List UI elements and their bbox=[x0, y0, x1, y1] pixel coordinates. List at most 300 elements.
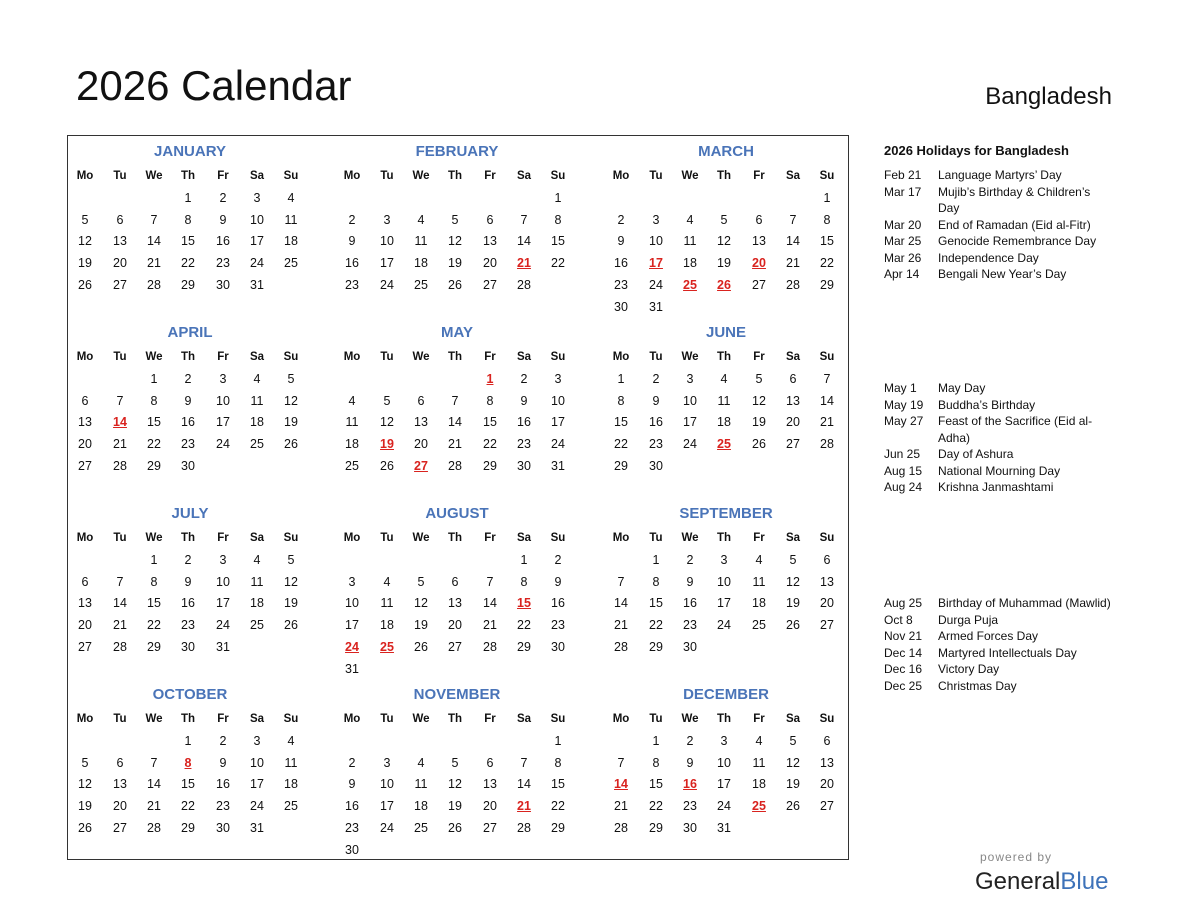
calendar-day: 11 bbox=[250, 393, 264, 408]
calendar-day: 13 bbox=[820, 755, 834, 770]
calendar-day: 19 bbox=[786, 777, 800, 792]
calendar-day: 3 bbox=[720, 734, 728, 748]
calendar-day: 7 bbox=[150, 755, 158, 770]
calendar-day: 5 bbox=[287, 372, 295, 386]
calendar-day: 31 bbox=[717, 820, 731, 835]
calendar-day: 5 bbox=[451, 755, 459, 770]
holiday-date-label: Mar 17 bbox=[884, 184, 922, 199]
calendar-day: 30 bbox=[683, 820, 697, 835]
month-name: DECEMBER bbox=[683, 686, 769, 703]
weekday-header: Th bbox=[447, 170, 463, 182]
calendar-day: 5 bbox=[383, 393, 391, 408]
calendar-day: 22 bbox=[517, 618, 531, 633]
calendar-day: 26 bbox=[284, 437, 298, 452]
calendar-day: 29 bbox=[147, 639, 161, 654]
calendar-day: 21 bbox=[786, 256, 800, 271]
calendar-day: 31 bbox=[551, 458, 565, 473]
weekday-header: Fr bbox=[484, 713, 496, 725]
calendar-day: 23 bbox=[683, 799, 697, 814]
calendar-day: 4 bbox=[383, 574, 391, 589]
calendar-day: 4 bbox=[755, 734, 763, 748]
calendar-day: 16 bbox=[683, 596, 697, 611]
holiday-name: End of Ramadan (Eid al-Fitr) bbox=[938, 217, 1091, 232]
weekday-header: Tu bbox=[649, 170, 663, 182]
holiday-date-label: Mar 25 bbox=[884, 234, 922, 248]
calendar-day: 4 bbox=[755, 553, 763, 567]
holiday-date-label: Aug 24 bbox=[884, 480, 923, 494]
weekday-header: Tu bbox=[113, 170, 127, 182]
calendar-day: 7 bbox=[150, 212, 158, 227]
holiday-date: 16 bbox=[683, 777, 697, 792]
weekday-header: Sa bbox=[249, 170, 265, 182]
calendar-day: 2 bbox=[617, 212, 625, 227]
calendar-day: 10 bbox=[216, 574, 230, 589]
calendar-day: 9 bbox=[686, 755, 694, 770]
weekday-header: Th bbox=[447, 532, 463, 544]
holiday-date: 25 bbox=[683, 277, 697, 292]
month-name: NOVEMBER bbox=[413, 686, 501, 703]
calendar-day: 15 bbox=[147, 415, 161, 430]
calendar-day: 26 bbox=[78, 277, 92, 292]
weekday-header: Sa bbox=[785, 532, 801, 544]
calendar-day: 4 bbox=[348, 393, 356, 408]
calendar-day: 14 bbox=[614, 596, 628, 611]
weekday-header: Tu bbox=[649, 713, 663, 725]
calendar-day: 19 bbox=[78, 256, 92, 271]
calendar-day: 17 bbox=[345, 618, 359, 633]
weekday-header: Th bbox=[180, 351, 196, 363]
calendar-day: 10 bbox=[250, 212, 264, 227]
calendar-day: 14 bbox=[483, 596, 497, 611]
calendar-day: 5 bbox=[451, 212, 459, 227]
calendar-day: 19 bbox=[786, 596, 800, 611]
calendar-day: 30 bbox=[551, 639, 565, 654]
calendar-day: 19 bbox=[448, 799, 462, 814]
calendar-day: 25 bbox=[284, 799, 298, 814]
calendar-day: 30 bbox=[683, 639, 697, 654]
holiday-name: Martyred Intellectuals Day bbox=[938, 645, 1077, 660]
weekday-header: Th bbox=[180, 532, 196, 544]
holiday-item bbox=[884, 463, 1114, 480]
brand-part-general: General bbox=[975, 868, 1061, 895]
holiday-date: 21 bbox=[517, 799, 531, 814]
calendar-day: 10 bbox=[345, 596, 359, 611]
page-title: 2026 Calendar bbox=[76, 62, 352, 109]
calendar-day: 23 bbox=[345, 820, 359, 835]
weekday-header: Th bbox=[447, 351, 463, 363]
calendar-day: 1 bbox=[520, 553, 528, 567]
calendar-day: 1 bbox=[184, 734, 192, 748]
calendar-day: 14 bbox=[517, 777, 531, 792]
holiday-date: 14 bbox=[113, 415, 127, 430]
calendar-day: 9 bbox=[520, 393, 528, 408]
calendar-day: 12 bbox=[448, 777, 462, 792]
calendar-day: 18 bbox=[250, 596, 264, 611]
calendar-day: 4 bbox=[253, 553, 261, 567]
calendar-day: 24 bbox=[380, 277, 394, 292]
calendar-day: 25 bbox=[414, 277, 428, 292]
weekday-header: Sa bbox=[516, 170, 532, 182]
calendar-day: 20 bbox=[78, 437, 92, 452]
weekday-header: We bbox=[412, 713, 430, 725]
calendar-day: 29 bbox=[820, 277, 834, 292]
calendar-day: 23 bbox=[649, 437, 663, 452]
calendar-day: 1 bbox=[617, 372, 625, 386]
calendar-day: 16 bbox=[517, 415, 531, 430]
calendar-day: 11 bbox=[414, 777, 428, 792]
calendar-day: 3 bbox=[383, 755, 391, 770]
calendar-day: 1 bbox=[150, 372, 158, 386]
month-4 bbox=[68, 323, 312, 503]
holiday-name: Language Martyrs’ Day bbox=[938, 168, 1062, 182]
calendar-day: 18 bbox=[284, 777, 298, 792]
calendar-day: 6 bbox=[789, 372, 797, 386]
weekday-header: We bbox=[145, 351, 163, 363]
calendar-day: 7 bbox=[520, 212, 528, 227]
calendar-day: 23 bbox=[551, 618, 565, 633]
calendar-day: 24 bbox=[551, 437, 565, 452]
holiday-name: National Mourning Day bbox=[938, 463, 1061, 478]
calendar-day: 26 bbox=[78, 820, 92, 835]
holiday-date: 14 bbox=[614, 777, 628, 792]
calendar-day: 29 bbox=[649, 639, 663, 654]
weekday-header: Mo bbox=[612, 351, 630, 363]
calendar-day: 17 bbox=[250, 777, 264, 792]
calendar-day: 12 bbox=[786, 574, 800, 589]
calendar-day: 13 bbox=[448, 596, 462, 611]
calendar-day: 27 bbox=[113, 820, 127, 835]
calendar-day: 3 bbox=[253, 734, 261, 748]
calendar-day: 4 bbox=[287, 191, 295, 205]
calendar-day: 18 bbox=[414, 799, 428, 814]
calendar-day: 22 bbox=[649, 799, 663, 814]
calendar-day: 16 bbox=[649, 415, 663, 430]
calendar-day: 17 bbox=[380, 799, 394, 814]
calendar-day: 12 bbox=[78, 234, 92, 249]
calendar-day: 15 bbox=[649, 777, 663, 792]
holiday-name: Durga Puja bbox=[938, 612, 999, 627]
calendar-day: 27 bbox=[820, 618, 834, 633]
calendar-day: 5 bbox=[417, 574, 425, 589]
month-name: FEBRUARY bbox=[415, 143, 499, 160]
calendar-day: 28 bbox=[614, 639, 628, 654]
calendar-day: 9 bbox=[184, 393, 192, 408]
calendar-day: 6 bbox=[417, 393, 425, 408]
calendar-day: 28 bbox=[820, 437, 834, 452]
holiday-item bbox=[884, 446, 1114, 463]
calendar-day: 28 bbox=[614, 820, 628, 835]
weekday-header: Su bbox=[283, 713, 299, 725]
calendar-day: 7 bbox=[451, 393, 459, 408]
calendar-day: 10 bbox=[649, 234, 663, 249]
holiday-name: Genocide Remembrance Day bbox=[938, 234, 1097, 248]
calendar-day: 1 bbox=[823, 191, 831, 205]
calendar-day: 20 bbox=[820, 596, 834, 611]
holiday-name: Birthday of Muhammad (Mawlid) bbox=[938, 596, 1111, 610]
calendar-day: 22 bbox=[614, 437, 628, 452]
calendar-day: 7 bbox=[617, 755, 625, 770]
calendar-day: 18 bbox=[380, 618, 394, 633]
calendar-day: 29 bbox=[147, 458, 161, 473]
calendar-day: 3 bbox=[253, 191, 261, 205]
holiday-item bbox=[884, 397, 1114, 414]
calendar-day: 2 bbox=[520, 372, 528, 386]
calendar-day: 20 bbox=[113, 256, 127, 271]
calendar-day: 4 bbox=[417, 212, 425, 227]
calendar-day: 28 bbox=[517, 820, 531, 835]
calendar-day: 24 bbox=[250, 799, 264, 814]
weekday-header: Fr bbox=[753, 170, 765, 182]
calendar-day: 13 bbox=[113, 777, 127, 792]
calendar-day: 21 bbox=[448, 437, 462, 452]
powered-by-label: powered by bbox=[980, 850, 1053, 864]
calendar-day: 18 bbox=[345, 437, 359, 452]
calendar-day: 6 bbox=[486, 755, 494, 770]
holiday-name: Feast of the Sacrifice (Eid al-Adha) bbox=[938, 414, 1093, 445]
calendar-day: 18 bbox=[752, 777, 766, 792]
calendar-day: 8 bbox=[554, 755, 562, 770]
weekday-header: We bbox=[145, 713, 163, 725]
calendar-day: 24 bbox=[250, 256, 264, 271]
calendar-day: 12 bbox=[380, 415, 394, 430]
weekday-header: Mo bbox=[76, 170, 94, 182]
calendar-day: 22 bbox=[551, 256, 565, 271]
calendar-day: 12 bbox=[786, 755, 800, 770]
calendar-day: 19 bbox=[448, 256, 462, 271]
holiday-date: 27 bbox=[414, 458, 428, 473]
calendar-day: 22 bbox=[820, 256, 834, 271]
calendar-day: 8 bbox=[150, 574, 158, 589]
calendar-day: 31 bbox=[649, 299, 663, 314]
weekday-header: Th bbox=[180, 713, 196, 725]
calendar-day: 29 bbox=[649, 820, 663, 835]
calendar-day: 23 bbox=[181, 618, 195, 633]
holiday-item bbox=[884, 413, 1114, 446]
calendar-day: 8 bbox=[184, 212, 192, 227]
holiday-item bbox=[884, 479, 1114, 496]
calendar-day: 3 bbox=[720, 553, 728, 567]
calendar-day: 21 bbox=[820, 415, 834, 430]
calendar-day: 28 bbox=[786, 277, 800, 292]
calendar-day: 15 bbox=[147, 596, 161, 611]
calendar-day: 22 bbox=[147, 437, 161, 452]
holiday-date: 8 bbox=[184, 755, 192, 770]
calendar-day: 14 bbox=[517, 234, 531, 249]
calendar-day: 12 bbox=[284, 574, 298, 589]
holiday-name: Independence Day bbox=[938, 250, 1039, 265]
calendar-day: 25 bbox=[345, 458, 359, 473]
calendar-day: 28 bbox=[147, 820, 161, 835]
calendar-day: 16 bbox=[551, 596, 565, 611]
weekday-header: Su bbox=[550, 532, 566, 544]
calendar-day: 23 bbox=[683, 618, 697, 633]
calendar-day: 6 bbox=[451, 574, 459, 589]
weekday-header: Th bbox=[447, 713, 463, 725]
calendar-day: 16 bbox=[216, 234, 230, 249]
calendar-day: 2 bbox=[652, 372, 660, 386]
month-6 bbox=[604, 323, 848, 503]
calendar-day: 19 bbox=[284, 415, 298, 430]
calendar-day: 20 bbox=[414, 437, 428, 452]
weekday-header: We bbox=[412, 532, 430, 544]
weekday-header: Fr bbox=[217, 351, 229, 363]
calendar-day: 12 bbox=[717, 234, 731, 249]
calendar-day: 10 bbox=[380, 777, 394, 792]
calendar-day: 8 bbox=[617, 393, 625, 408]
holiday-date: 25 bbox=[752, 799, 766, 814]
calendar-grid bbox=[67, 135, 849, 860]
weekday-header: We bbox=[681, 532, 699, 544]
calendar-day: 21 bbox=[147, 256, 161, 271]
calendar-day: 28 bbox=[483, 639, 497, 654]
calendar-day: 18 bbox=[683, 256, 697, 271]
weekday-header: Tu bbox=[649, 532, 663, 544]
calendar-day: 29 bbox=[181, 277, 195, 292]
calendar-day: 29 bbox=[181, 820, 195, 835]
month-7 bbox=[68, 504, 312, 684]
calendar-day: 12 bbox=[78, 777, 92, 792]
calendar-day: 8 bbox=[823, 212, 831, 227]
weekday-header: Su bbox=[283, 170, 299, 182]
weekday-header: We bbox=[412, 351, 430, 363]
calendar-day: 17 bbox=[717, 777, 731, 792]
calendar-day: 23 bbox=[517, 437, 531, 452]
calendar-day: 18 bbox=[250, 415, 264, 430]
weekday-header: Mo bbox=[612, 532, 630, 544]
weekday-header: Th bbox=[180, 170, 196, 182]
brand-logo[interactable] bbox=[975, 866, 1108, 898]
holiday-name: Victory Day bbox=[938, 662, 1000, 676]
calendar-day: 2 bbox=[686, 734, 694, 748]
calendar-day: 11 bbox=[752, 574, 766, 589]
calendar-day: 10 bbox=[717, 574, 731, 589]
calendar-day: 5 bbox=[789, 553, 797, 567]
calendar-day: 9 bbox=[652, 393, 660, 408]
weekday-header: Mo bbox=[343, 170, 361, 182]
calendar-day: 29 bbox=[517, 639, 531, 654]
country-name: Bangladesh bbox=[985, 83, 1112, 110]
calendar-day: 14 bbox=[147, 234, 161, 249]
calendar-day: 29 bbox=[551, 820, 565, 835]
calendar-day: 13 bbox=[78, 596, 92, 611]
calendar-day: 1 bbox=[184, 191, 192, 205]
calendar-day: 17 bbox=[216, 415, 230, 430]
weekday-header: Fr bbox=[217, 170, 229, 182]
weekday-header: We bbox=[412, 170, 430, 182]
weekday-header: Mo bbox=[343, 532, 361, 544]
calendar-day: 15 bbox=[181, 234, 195, 249]
holiday-item bbox=[884, 661, 1114, 678]
calendar-day: 13 bbox=[820, 574, 834, 589]
holiday-item bbox=[884, 645, 1114, 662]
calendar-day: 2 bbox=[348, 755, 356, 770]
calendar-day: 8 bbox=[520, 574, 528, 589]
calendar-day: 17 bbox=[717, 596, 731, 611]
holiday-date-label: Jun 25 bbox=[884, 447, 921, 461]
calendar-day: 8 bbox=[150, 393, 158, 408]
calendar-day: 26 bbox=[786, 799, 800, 814]
holiday-item bbox=[884, 612, 1114, 629]
calendar-day: 23 bbox=[216, 799, 230, 814]
calendar-day: 25 bbox=[414, 820, 428, 835]
calendar-day: 21 bbox=[147, 799, 161, 814]
weekday-header: Fr bbox=[753, 351, 765, 363]
calendar-day: 10 bbox=[216, 393, 230, 408]
holiday-group bbox=[884, 380, 1114, 496]
month-1 bbox=[68, 142, 312, 322]
calendar-day: 13 bbox=[752, 234, 766, 249]
weekday-header: Sa bbox=[249, 713, 265, 725]
calendar-day: 16 bbox=[216, 777, 230, 792]
weekday-header: Fr bbox=[753, 713, 765, 725]
calendar-day: 12 bbox=[414, 596, 428, 611]
calendar-day: 29 bbox=[483, 458, 497, 473]
weekday-header: We bbox=[681, 713, 699, 725]
holiday-date: 17 bbox=[649, 256, 663, 271]
calendar-day: 26 bbox=[786, 618, 800, 633]
holiday-date: 25 bbox=[717, 437, 731, 452]
calendar-day: 30 bbox=[181, 458, 195, 473]
month-name: SEPTEMBER bbox=[679, 505, 773, 522]
calendar-day: 5 bbox=[755, 372, 763, 386]
weekday-header: Th bbox=[716, 170, 732, 182]
calendar-day: 30 bbox=[345, 842, 359, 857]
calendar-day: 3 bbox=[686, 372, 694, 386]
calendar-day: 26 bbox=[414, 639, 428, 654]
calendar-day: 6 bbox=[755, 212, 763, 227]
holiday-date-label: Aug 15 bbox=[884, 463, 923, 478]
weekday-header: Tu bbox=[380, 713, 394, 725]
holiday-date-label: Nov 21 bbox=[884, 629, 923, 643]
calendar-day: 24 bbox=[717, 618, 731, 633]
calendar-day: 22 bbox=[483, 437, 497, 452]
month-5 bbox=[335, 323, 579, 503]
calendar-day: 11 bbox=[717, 393, 731, 408]
calendar-day: 9 bbox=[219, 212, 227, 227]
calendar-day: 12 bbox=[448, 234, 462, 249]
holiday-date: 20 bbox=[752, 256, 766, 271]
month-name: APRIL bbox=[167, 324, 213, 341]
calendar-day: 23 bbox=[181, 437, 195, 452]
calendar-day: 15 bbox=[649, 596, 663, 611]
weekday-header: Sa bbox=[249, 532, 265, 544]
calendar-day: 12 bbox=[752, 393, 766, 408]
holiday-date-label: Mar 20 bbox=[884, 217, 922, 232]
calendar-day: 20 bbox=[483, 799, 497, 814]
calendar-day: 11 bbox=[284, 755, 298, 770]
calendar-day: 23 bbox=[216, 256, 230, 271]
holiday-name: Mujib’s Birthday & Children’s Day bbox=[938, 184, 1091, 215]
calendar-day: 17 bbox=[551, 415, 565, 430]
calendar-day: 4 bbox=[253, 372, 261, 386]
calendar-day: 26 bbox=[448, 277, 462, 292]
calendar-day: 15 bbox=[551, 777, 565, 792]
weekday-header: Mo bbox=[612, 713, 630, 725]
calendar-day: 3 bbox=[219, 372, 227, 386]
month-10 bbox=[68, 685, 312, 865]
calendar-day: 9 bbox=[617, 234, 625, 249]
holiday-date-label: May 19 bbox=[884, 397, 924, 412]
calendar-day: 7 bbox=[823, 372, 831, 386]
holiday-list bbox=[884, 142, 1114, 693]
calendar-day: 21 bbox=[113, 437, 127, 452]
weekday-header: Sa bbox=[785, 713, 801, 725]
weekday-header: We bbox=[681, 351, 699, 363]
calendar-day: 26 bbox=[448, 820, 462, 835]
calendar-day: 27 bbox=[448, 639, 462, 654]
calendar-day: 7 bbox=[520, 755, 528, 770]
weekday-header: Mo bbox=[76, 532, 94, 544]
